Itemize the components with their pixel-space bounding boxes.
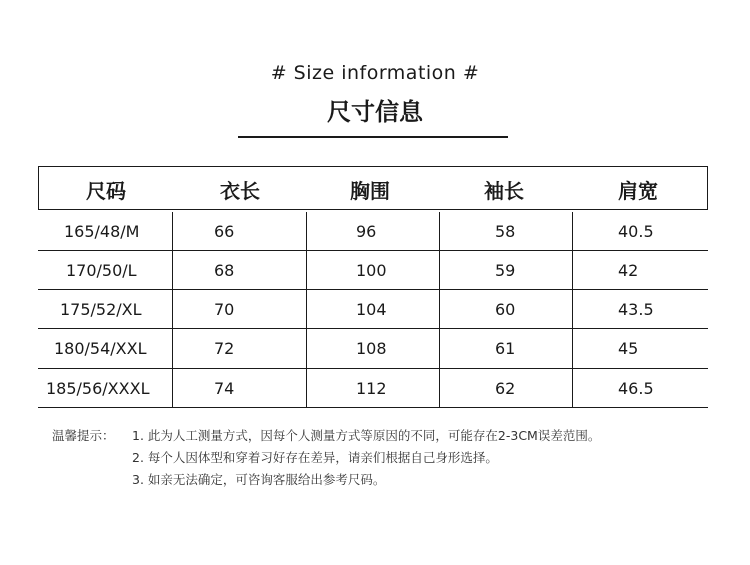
cell-shoulder: 46.5 (618, 379, 654, 398)
notes-label: 温馨提示： (52, 428, 115, 443)
cell-size: 185/56/XXXL (46, 379, 150, 398)
table-row (38, 212, 708, 250)
cell-size: 170/50/L (66, 261, 137, 280)
cell-shoulder: 45 (618, 339, 639, 358)
cell-size: 180/54/XXL (54, 339, 147, 358)
english-title: # Size information # (270, 62, 480, 84)
page-title: 尺寸信息 (327, 98, 423, 126)
cell-shoulder: 40.5 (618, 222, 654, 241)
cell-length: 70 (214, 300, 235, 319)
cell-chest: 108 (356, 339, 387, 358)
cell-shoulder: 42 (618, 261, 639, 280)
row-divider (38, 407, 708, 408)
cell-sleeve: 59 (495, 261, 516, 280)
header-size: 尺码 (86, 179, 126, 203)
size-table (38, 212, 708, 408)
note-item: 2. 每个人因体型和穿着习好存在差异，请亲们根据自己身形选择。 (132, 450, 498, 465)
cell-length: 72 (214, 339, 235, 358)
header-shoulder: 肩宽 (618, 179, 658, 203)
table-row (38, 290, 708, 328)
table-row (38, 369, 708, 407)
cell-size: 175/52/XL (60, 300, 142, 319)
title-divider (238, 136, 508, 138)
cell-chest: 96 (356, 222, 377, 241)
cell-chest: 104 (356, 300, 387, 319)
table-row (38, 251, 708, 289)
cell-sleeve: 60 (495, 300, 516, 319)
table-row (38, 329, 708, 367)
cell-chest: 112 (356, 379, 387, 398)
table-header (38, 166, 708, 210)
header-chest: 胸围 (350, 179, 390, 203)
cell-length: 68 (214, 261, 235, 280)
note-item: 1. 此为人工测量方式，因每个人测量方式等原因的不同，可能存在2-3CM误差范围。 (132, 428, 601, 443)
cell-length: 74 (214, 379, 235, 398)
header-sleeve: 袖长 (484, 179, 524, 203)
cell-length: 66 (214, 222, 235, 241)
cell-sleeve: 62 (495, 379, 516, 398)
cell-sleeve: 61 (495, 339, 516, 358)
cell-shoulder: 43.5 (618, 300, 654, 319)
cell-chest: 100 (356, 261, 387, 280)
header-length: 衣长 (220, 179, 260, 203)
cell-size: 165/48/M (64, 222, 140, 241)
cell-sleeve: 58 (495, 222, 516, 241)
note-item: 3. 如亲无法确定，可咨询客服给出参考尺码。 (132, 472, 386, 487)
